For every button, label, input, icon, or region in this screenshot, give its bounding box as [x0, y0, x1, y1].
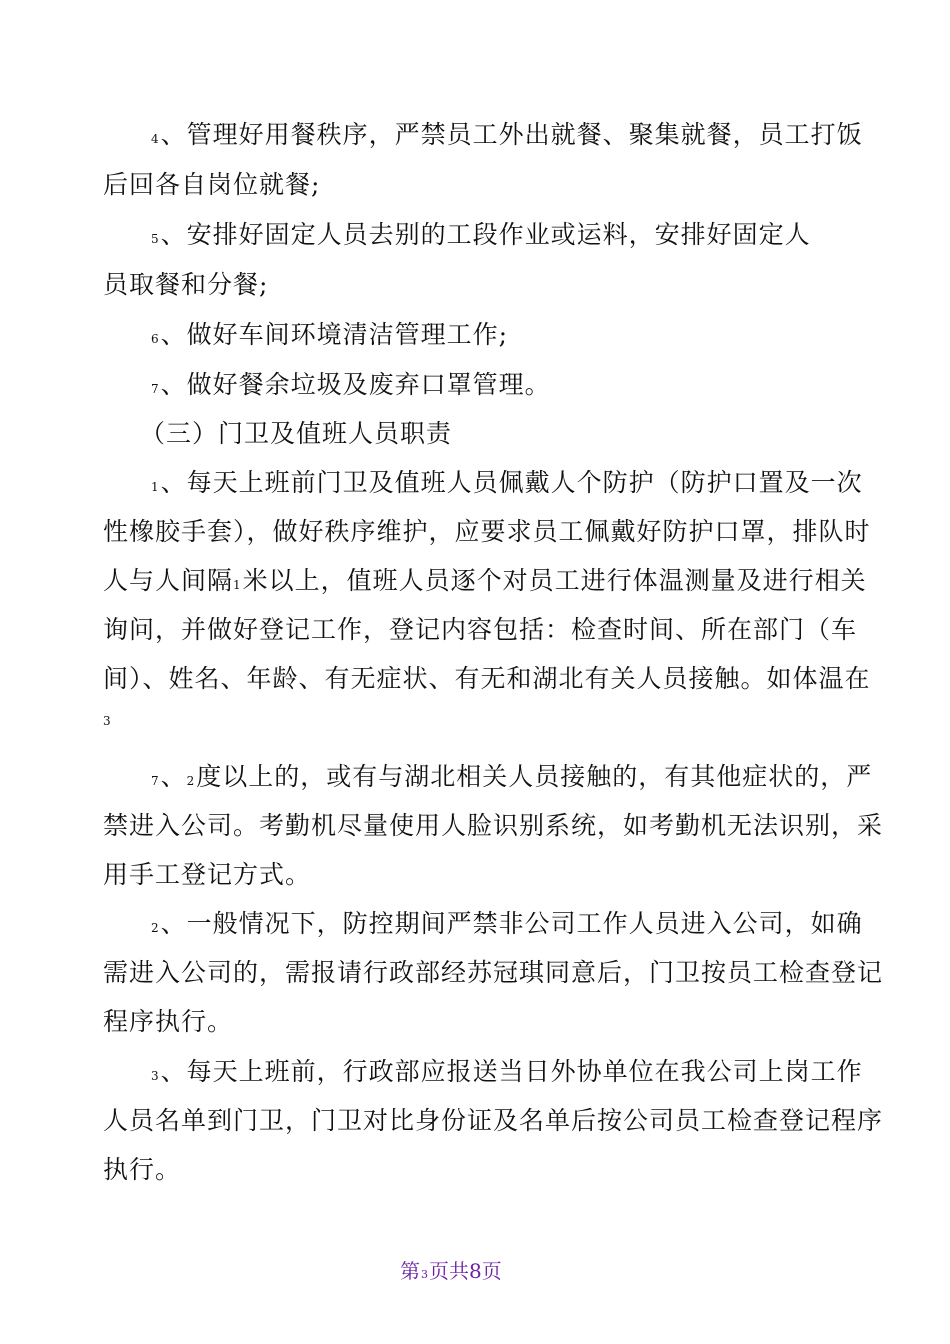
paragraph-line: 7、做好餐余垃圾及废弃口罩管理。	[151, 370, 551, 399]
paragraph-line: 员取餐和分餐;	[103, 270, 269, 299]
paragraph-line: 人员名单到门卫，门卫对比身份证及名单后按公司员工检查登记程序	[103, 1106, 884, 1135]
paragraph-line: 3	[103, 714, 112, 728]
paragraph-line: 4、管理好用餐秩序，严禁员工外出就餐、聚集就餐，员工打饭	[151, 120, 863, 149]
paragraph-line: 3、每天上班前，行政部应报送当日外协单位在我公司上岗工作	[151, 1057, 863, 1086]
paragraph-line: 间）、姓名、年龄、有无症状、有无和湖北有关人员接触。如体温在	[103, 664, 871, 693]
section-heading: （三）门卫及值班人员职责	[140, 419, 453, 448]
paragraph-line: 2、一般情况下，防控期间严禁非公司工作人员进入公司，如确	[151, 909, 863, 938]
paragraph-line: 人与人间隔1米以上，值班人员逐个对员工进行体温测量及进行相关	[103, 566, 867, 595]
paragraph-line: 程序执行。	[103, 1007, 234, 1036]
paragraph-line: 后回各自岗位就餐;	[103, 170, 321, 199]
paragraph-line: 用手工登记方式。	[103, 860, 312, 889]
paragraph-line: 禁进入公司。考勤机尽量使用人脸识别系统，如考勤机无法识别，采	[103, 811, 884, 840]
paragraph-line: 性橡胶手套），做好秩序维护，应要求员工佩戴好防护口罩，排队时	[103, 517, 871, 546]
paragraph-line: 6、做好车间环境清洁管理工作;	[151, 320, 509, 349]
paragraph-line: 需进入公司的，需报请行政部经苏冠琪同意后，门卫按员工检查登记	[103, 958, 884, 987]
paragraph-line: 5、安排好固定人员去别的工段作业或运料，安排好固定人	[151, 220, 811, 249]
paragraph-line: 1、每天上班前门卫及值班人员佩戴人个防护（防护口置及一次	[151, 468, 863, 497]
paragraph-line: 执行。	[103, 1155, 182, 1184]
page-number: 第3页共8页	[400, 1259, 502, 1283]
paragraph-line: 7、2度以上的，或有与湖北相关人员接触的，有其他症状的，严	[151, 762, 873, 791]
paragraph-line: 询问，并做好登记工作，登记内容包括：检查时间、所在部门（车	[103, 615, 858, 644]
